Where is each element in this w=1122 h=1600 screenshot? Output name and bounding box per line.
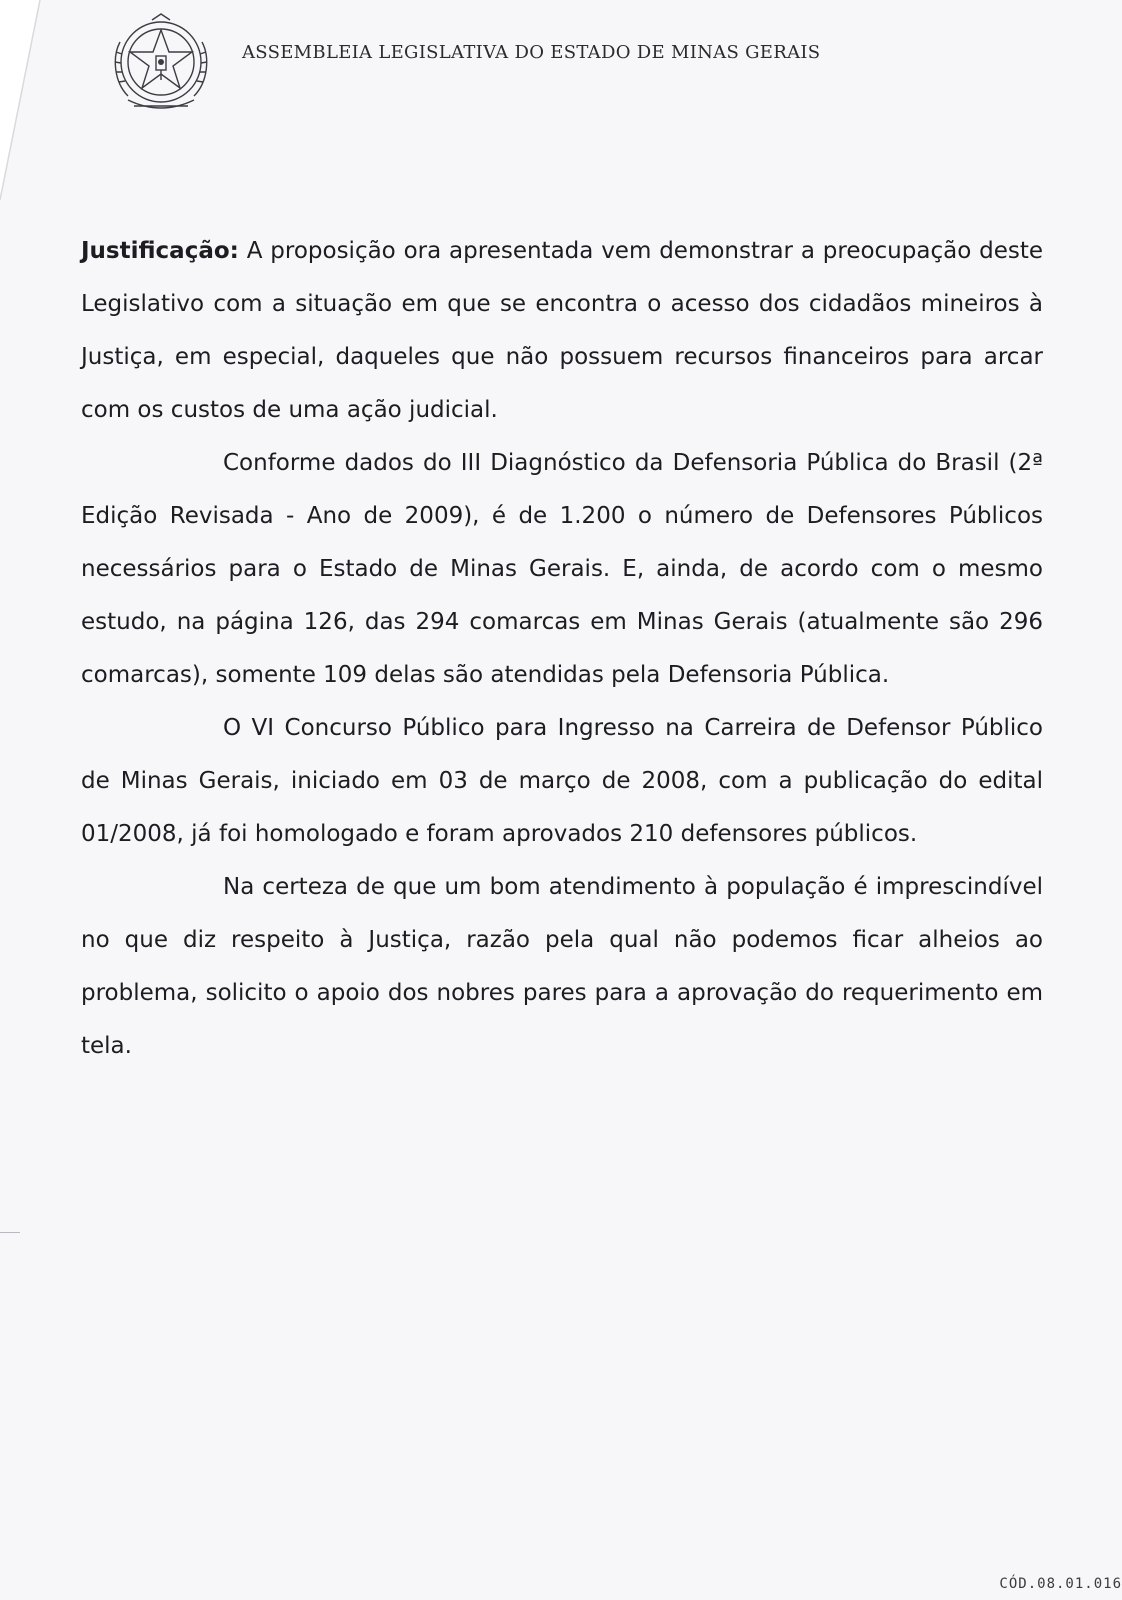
justification-label: Justificação: [81, 238, 239, 264]
paragraph: Na certeza de que um bom atendimento à população é imprescindível no que diz respeito à Justiça, razão pela qual não podemos ficar alheios ao problema, solicito o apoio dos nobres pares para a aprovação do requerimento em tela. [81, 874, 1043, 1059]
justification-section [81, 225, 1043, 1073]
coat-of-arms-icon [106, 12, 216, 120]
scan-mark [0, 1232, 20, 1233]
paragraph: Conforme dados do III Diagnóstico da Defensoria Pública do Brasil (2ª Edição Revisada - Ano de 2009), é de 1.200 o número de Defensores Públicos necessários para o Estado de Minas Gerais. E, ainda, de acordo com o mesmo estudo, na página 126, das 294 comarcas em Minas Gerais (atualmente são 296 comarcas), somente 109 delas são atendidas pela Defensoria Pública. [81, 450, 1043, 688]
document-code: CÓD.08.01.016 [999, 1576, 1122, 1592]
paragraph-text: A proposição ora apresentada vem demonstrar a preocupação deste Legislativo com a situação em que se encontra o acesso dos cidadãos mineiros à Justiça, em especial, daqueles que não possuem recursos financeiros para arcar com os custos de uma ação judicial. [81, 238, 1044, 423]
paragraph: O VI Concurso Público para Ingresso na Carreira de Defensor Público de Minas Gerais, iniciado em 03 de março de 2008, com a publicação do edital 01/2008, já foi homologado e foram aprovados 210 defensores públicos. [81, 715, 1043, 847]
institution-header: ASSEMBLEIA LEGISLATIVA DO ESTADO DE MINAS GERAIS [242, 42, 821, 63]
justification-paragraph [81, 225, 1043, 437]
